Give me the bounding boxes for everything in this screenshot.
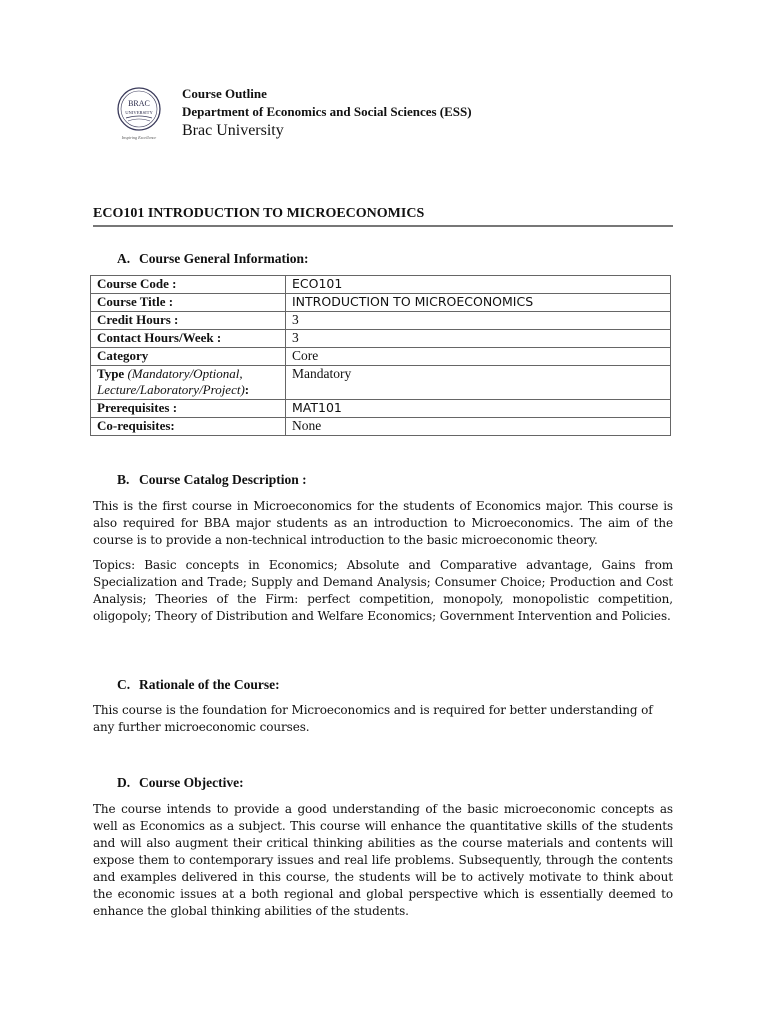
course-info-table xyxy=(90,275,671,436)
brac-university-logo-icon xyxy=(110,84,168,142)
section-b-title xyxy=(117,472,307,488)
row-label: Contact Hours/Week : xyxy=(91,330,286,348)
section-a-letter: A. xyxy=(117,251,131,266)
row-label: Prerequisites : xyxy=(91,400,286,418)
row-value: 3 xyxy=(286,330,671,348)
row-label: Category xyxy=(91,348,286,366)
section-d-title xyxy=(117,775,244,791)
header-line-course-outline: Course Outline xyxy=(182,86,267,101)
catalog-topics-paragraph: Topics: Basic concepts in Economics; Absolute and Comparative advantage, Gains from Specialization and Trade; Supply and Demand Analysis; Consumer Choice; Production and Cost Analysis; Theories of the Firm: perfect competition, monopoly, monopolistic competition, oligopoly; Theory of Distribution and Welfare Economics; Government Intervention and Policies. xyxy=(93,558,673,623)
logo-text-bottom: UNIVERSITY xyxy=(125,110,153,115)
section-c-title xyxy=(117,677,280,693)
table-row xyxy=(91,312,671,330)
section-c-letter: C. xyxy=(117,677,131,692)
objective-paragraph: The course intends to provide a good understanding of the basic microeconomic concepts as well as Economics as a subject. This course will enhance the quantitative skills of the students and will also augment their critical thinking abilities as the course materials and contents will expose them to contemporary issues and real life problems. Subsequently, through the contents and examples delivered in this course, the students will be to actively motivate to think about the economic issues at a both regional and global perspective which is essentially deemed to enhance the global thinking abilities of the students. xyxy=(93,802,673,918)
type-label: Type xyxy=(97,366,125,381)
section-a-title xyxy=(117,251,308,267)
row-value: Core xyxy=(286,348,671,366)
table-row xyxy=(91,276,671,294)
table-row xyxy=(91,294,671,312)
logo-text-top: BRAC xyxy=(128,99,150,108)
row-label: Course Title : xyxy=(91,294,286,312)
table-row xyxy=(91,348,671,366)
section-d-title-text: Course Objective: xyxy=(139,775,244,790)
course-heading: ECO101 INTRODUCTION TO MICROECONOMICS xyxy=(93,206,673,227)
table-row xyxy=(91,330,671,348)
document-header xyxy=(110,82,670,142)
row-value: Mandatory xyxy=(286,366,671,400)
row-value: None xyxy=(286,418,671,436)
section-a-title-text: Course General Information: xyxy=(139,251,309,266)
row-label: Co-requisites: xyxy=(91,418,286,436)
type-label-note: (Mandatory/Optional, Lecture/Laboratory/Project) xyxy=(97,366,245,397)
section-d-letter: D. xyxy=(117,775,131,790)
table-row xyxy=(91,418,671,436)
type-label-suffix: : xyxy=(244,382,250,397)
catalog-description-paragraph: This is the first course in Microeconomics for the students of Economics major. This course is also required for BBA major students as an introduction to Microeconomics. The aim of the course is to provide a non-technical introduction to the basic microeconomic theory. xyxy=(93,499,673,547)
row-label: Credit Hours : xyxy=(91,312,286,330)
row-label-type xyxy=(91,366,286,400)
row-value: ECO101 xyxy=(286,276,671,294)
section-c-title-text: Rationale of the Course: xyxy=(139,677,280,692)
row-value: INTRODUCTION TO MICROECONOMICS xyxy=(286,294,671,312)
section-b-letter: B. xyxy=(117,472,130,487)
table-row xyxy=(91,366,671,400)
header-text-block xyxy=(182,85,472,141)
table-row xyxy=(91,400,671,418)
row-value: MAT101 xyxy=(286,400,671,418)
rationale-paragraph: This course is the foundation for Microeconomics and is required for better understanding of any further microeconomic courses. xyxy=(93,703,653,734)
row-value: 3 xyxy=(286,312,671,330)
header-line-university: Brac University xyxy=(182,122,284,139)
logo-tagline: Inspiring Excellence xyxy=(121,135,157,140)
section-b-title-text: Course Catalog Description : xyxy=(139,472,307,487)
row-label: Course Code : xyxy=(91,276,286,294)
header-line-department: Department of Economics and Social Sciences (ESS) xyxy=(182,104,472,119)
